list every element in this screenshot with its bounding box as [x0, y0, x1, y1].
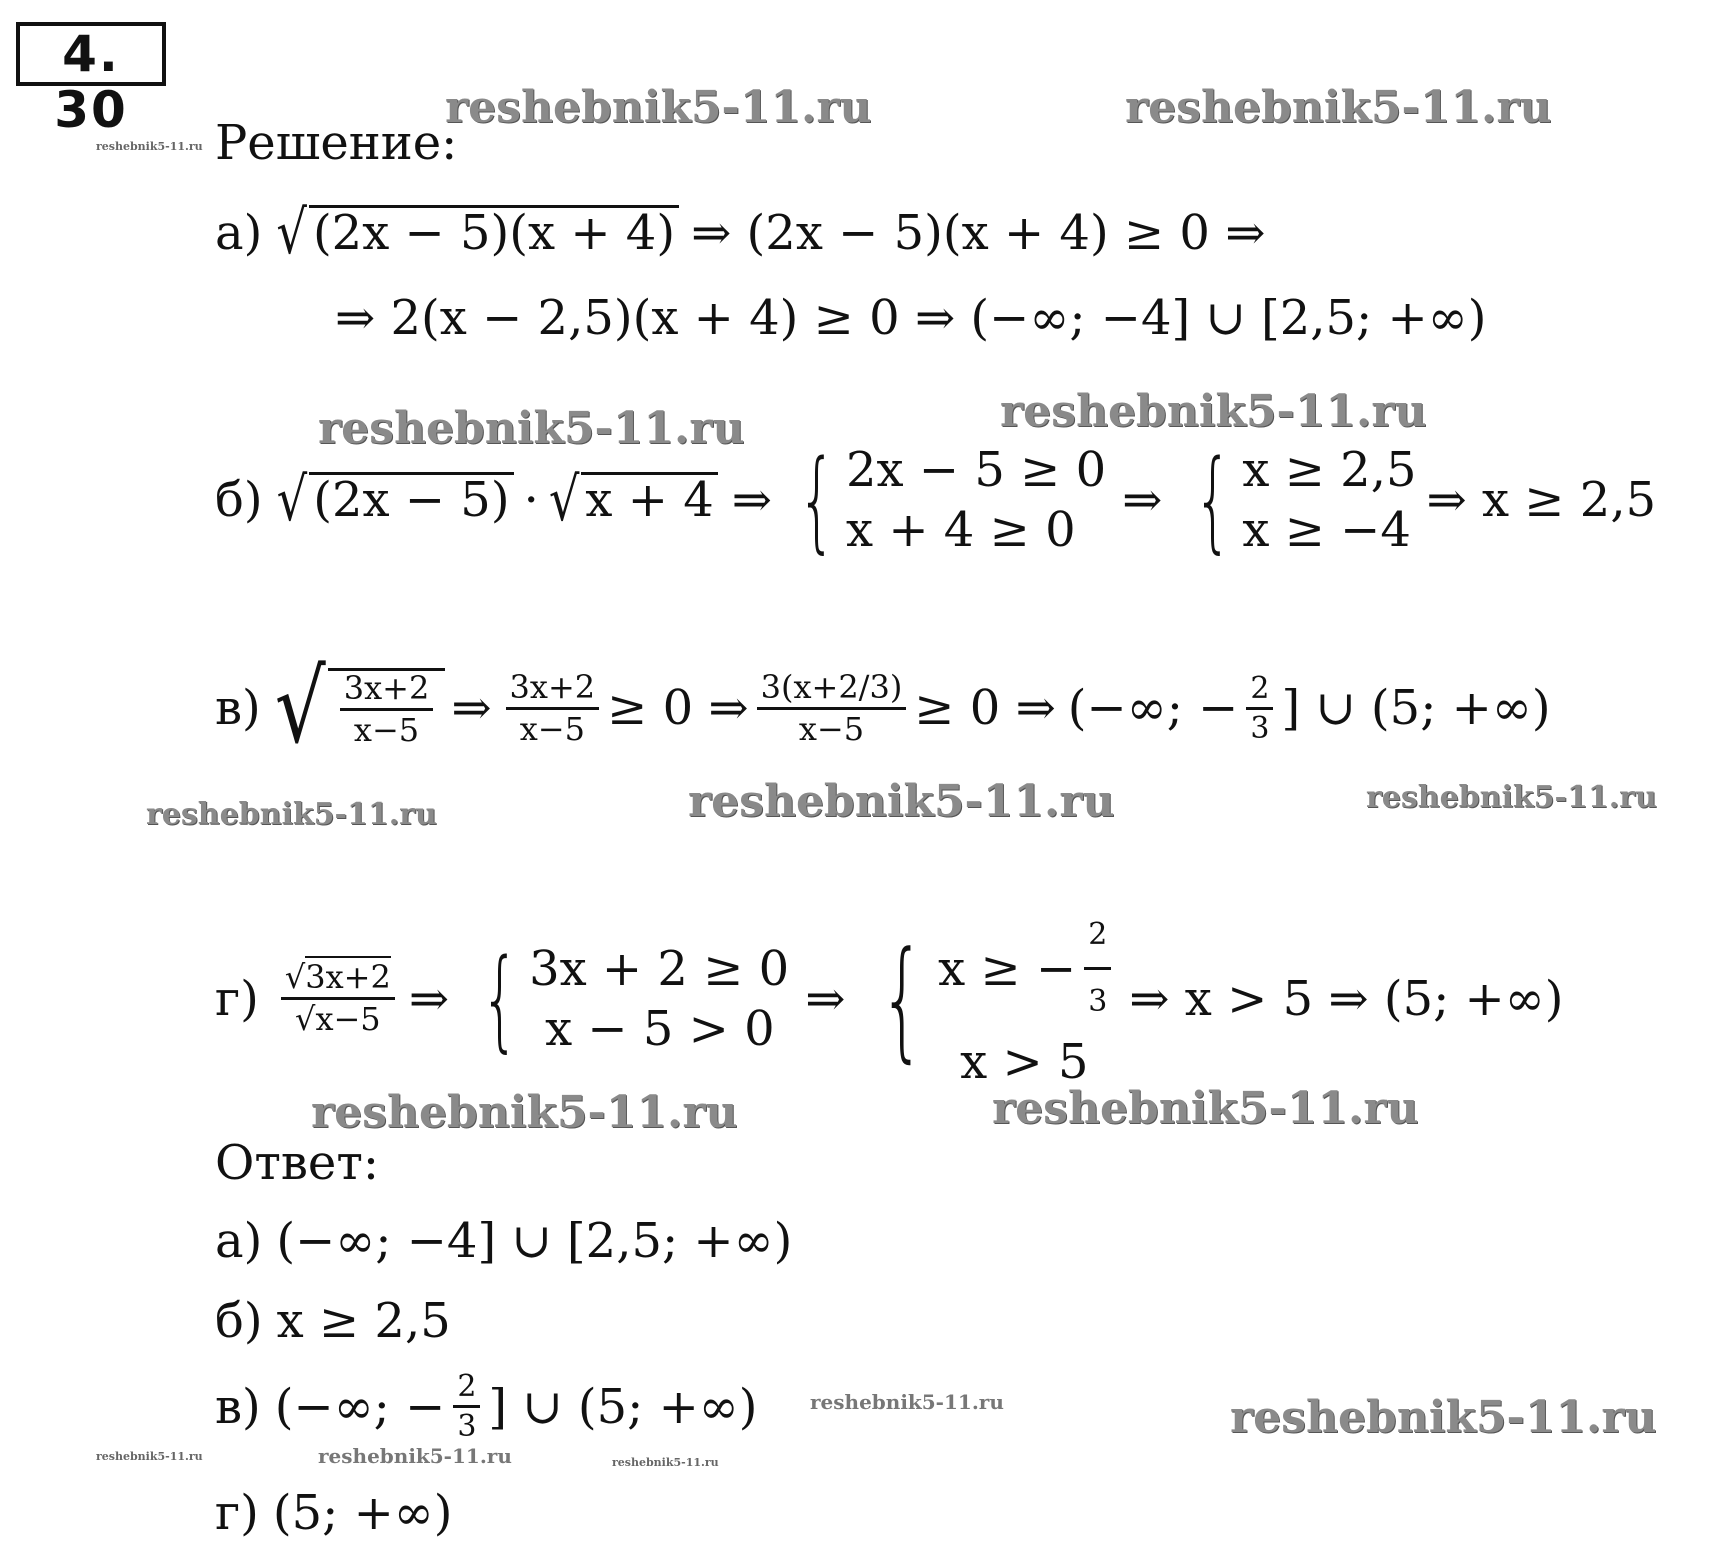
part-b-arrow-2: ⇒	[1122, 472, 1163, 528]
answer-b-value: x ≥ 2,5	[276, 1293, 451, 1349]
answer-v-frac	[453, 1370, 480, 1443]
sqrt-icon: √	[276, 465, 308, 535]
watermark: reshebnik5-11.ru	[1125, 82, 1552, 133]
answer-v-start: (−∞; −	[274, 1378, 446, 1435]
part-v-frac-under-root	[340, 671, 434, 748]
answer-v-label: в)	[215, 1378, 261, 1435]
part-b-line	[215, 436, 1657, 564]
part-g-sys2-frac	[1084, 905, 1111, 1032]
part-v-frac2-num: 3x+2	[506, 670, 600, 710]
part-v-result-start: (−∞; −	[1067, 680, 1239, 737]
watermark: reshebnik5-11.ru	[688, 776, 1115, 827]
answer-b-label: б)	[215, 1293, 263, 1349]
sqrt-icon: √	[274, 649, 326, 766]
watermark: reshebnik5-11.ru	[992, 1083, 1419, 1134]
part-g-system-2	[861, 905, 1119, 1092]
part-v-result-frac-num: 2	[1246, 672, 1273, 710]
part-b-sqrt-1	[276, 465, 514, 535]
part-v-frac-3	[757, 667, 907, 748]
part-g-result: ⇒ x > 5 ⇒ (5; +∞)	[1129, 970, 1564, 1027]
brace-icon: {	[1194, 436, 1233, 564]
part-g-system-1	[465, 934, 790, 1063]
part-b-radicand-2: x + 4	[581, 472, 717, 528]
part-v-result-frac	[1246, 672, 1273, 745]
part-b-sys1-row-1: 2x − 5 ≥ 0	[845, 442, 1107, 498]
answer-b	[215, 1293, 451, 1349]
part-b-result: ⇒ x ≥ 2,5	[1426, 472, 1657, 528]
part-g-num	[281, 957, 395, 1000]
answer-g-label: г)	[215, 1485, 259, 1541]
brace-icon: {	[480, 934, 520, 1063]
sqrt-icon: √	[284, 957, 306, 996]
part-b-dot: ·	[523, 472, 539, 528]
part-b-sqrt-2	[548, 465, 718, 535]
part-v-frac-2	[506, 667, 600, 748]
part-g-frac	[281, 957, 395, 1038]
sqrt-icon: √	[548, 465, 580, 535]
watermark: reshebnik5-11.ru	[445, 82, 872, 133]
part-g-sys2-frac-num: 2	[1084, 905, 1111, 970]
part-g-arrow-2: ⇒	[805, 970, 846, 1027]
part-v-frac3-num: 3(x+2/3)	[757, 670, 907, 710]
part-v-frac-den: x−5	[353, 711, 420, 750]
problem-number: 4. 30	[16, 22, 166, 86]
part-a-sqrt	[276, 198, 679, 268]
answer-v-end: ] ∪ (5; +∞)	[488, 1378, 758, 1435]
part-g-sys2-frac-den: 3	[1088, 984, 1108, 1019]
watermark: reshebnik5-11.ru	[318, 1444, 512, 1468]
answer-g	[215, 1485, 453, 1541]
part-v-ge0-2: ≥ 0 ⇒	[914, 680, 1056, 737]
part-b-sys2-row-1: x ≥ 2,5	[1242, 442, 1417, 498]
part-a-line-1	[215, 198, 1266, 268]
answer-v-frac-num: 2	[453, 1370, 480, 1408]
brace-icon: {	[797, 436, 837, 564]
part-g-label: г)	[215, 970, 259, 1027]
answer-a	[215, 1213, 792, 1269]
part-v-sqrt	[274, 649, 446, 766]
part-v-result-end: ] ∪ (5; +∞)	[1281, 680, 1551, 737]
solution-heading: Решение:	[215, 115, 458, 171]
part-v-arrow: ⇒	[451, 680, 492, 737]
watermark: reshebnik5-11.ru	[311, 1087, 738, 1138]
watermark: reshebnik5-11.ru	[1230, 1392, 1657, 1443]
part-b-label: б)	[215, 472, 263, 528]
sqrt-icon: √	[295, 1000, 316, 1038]
part-v-result-frac-den: 3	[1250, 710, 1270, 746]
part-v-line	[215, 649, 1551, 766]
part-b-system-1	[782, 436, 1107, 564]
part-b-sys1-row-2: x + 4 ≥ 0	[845, 502, 1076, 558]
answer-g-value: (5; +∞)	[272, 1485, 453, 1541]
answer-a-label: а)	[215, 1213, 263, 1269]
part-g-den	[291, 1000, 385, 1037]
part-g-sys2-row-2: x > 5	[960, 1034, 1089, 1090]
part-v-frac-num: 3x+2	[340, 671, 434, 711]
part-b-radicand-1: (2x − 5)	[309, 472, 513, 528]
part-v-frac2-den: x−5	[519, 709, 585, 748]
part-b-sys2-row-2: x ≥ −4	[1242, 502, 1411, 558]
watermark: reshebnik5-11.ru	[1000, 386, 1427, 437]
watermark: reshebnik5-11.ru	[612, 1456, 719, 1469]
watermark: reshebnik5-11.ru	[318, 403, 745, 454]
part-g-sys2-row-1: x ≥ −	[938, 940, 1077, 997]
watermark: reshebnik5-11.ru	[146, 797, 437, 832]
part-g-arrow: ⇒	[408, 970, 450, 1027]
part-a-line-2	[335, 290, 1486, 346]
part-a-label: а)	[215, 205, 263, 261]
part-v-ge0: ≥ 0 ⇒	[607, 680, 749, 737]
part-g-num-radicand: 3x+2	[305, 957, 391, 996]
part-a-implication: ⇒ (2x − 5)(x + 4) ≥ 0 ⇒	[691, 205, 1266, 261]
part-a-result: ⇒ 2(x − 2,5)(x + 4) ≥ 0 ⇒ (−∞; −4] ∪ [2,5; +∞)	[335, 290, 1487, 346]
answer-a-value: (−∞; −4] ∪ [2,5; +∞)	[276, 1213, 793, 1269]
part-a-radicand: (2x − 5)(x + 4)	[309, 205, 679, 261]
part-b-system-2	[1178, 436, 1417, 564]
sqrt-icon: √	[276, 198, 307, 268]
brace-icon: {	[880, 922, 926, 1075]
part-v-frac3-den: x−5	[798, 709, 865, 748]
answer-v	[215, 1370, 758, 1443]
watermark: reshebnik5-11.ru	[96, 1450, 203, 1463]
part-g-sys1-row-2: x − 5 > 0	[545, 1000, 775, 1057]
part-b-arrow: ⇒	[731, 472, 772, 528]
part-g-line	[215, 905, 1563, 1092]
watermark: reshebnik5-11.ru	[810, 1390, 1004, 1414]
answer-heading: Ответ:	[215, 1135, 380, 1191]
watermark: reshebnik5-11.ru	[1366, 780, 1657, 815]
part-g-sys1-row-1: 3x + 2 ≥ 0	[529, 940, 790, 997]
part-v-label: в)	[215, 680, 261, 737]
answer-v-frac-den: 3	[457, 1409, 477, 1444]
part-g-den-radicand: x−5	[315, 1000, 381, 1038]
watermark: reshebnik5-11.ru	[96, 140, 203, 153]
